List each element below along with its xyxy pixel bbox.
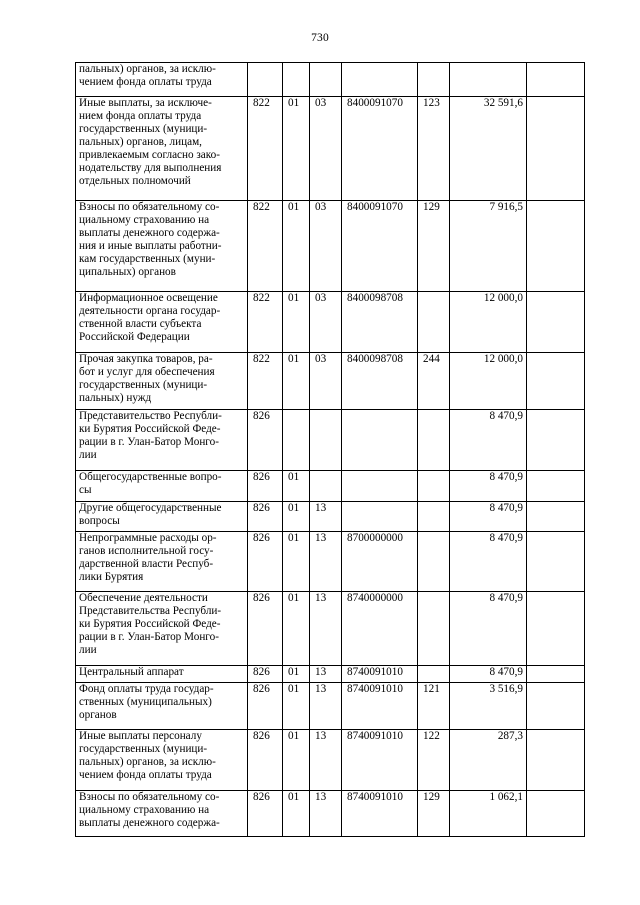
section-code-cell: 01 <box>283 201 310 292</box>
section-code-cell: 01 <box>283 592 310 666</box>
amount-cell: 12 000,0 <box>450 353 527 410</box>
expense-type-cell <box>418 63 450 97</box>
table-row <box>76 201 585 292</box>
target-item-cell <box>342 410 418 471</box>
target-item-cell: 8740091010 <box>342 791 418 837</box>
amount-cell: 8 470,9 <box>450 471 527 502</box>
amount-cell: 8 470,9 <box>450 592 527 666</box>
extra-cell <box>527 730 585 791</box>
table-row <box>76 292 585 353</box>
admin-code-cell: 826 <box>248 471 283 502</box>
extra-cell <box>527 410 585 471</box>
amount-cell: 8 470,9 <box>450 410 527 471</box>
row-name-cell: Прочая закупка товаров, ра- бот и услуг для обеспечения государственных (муници- пальных) нужд <box>76 353 248 410</box>
extra-cell <box>527 353 585 410</box>
target-item-cell: 8740091010 <box>342 683 418 730</box>
target-item-cell: 8700000000 <box>342 532 418 592</box>
target-item-cell: 8400098708 <box>342 292 418 353</box>
admin-code-cell: 826 <box>248 730 283 791</box>
admin-code-cell <box>248 63 283 97</box>
row-name-cell: Другие общегосударственные вопросы <box>76 502 248 532</box>
expense-type-cell <box>418 471 450 502</box>
row-name-cell: Общегосударственные вопро- сы <box>76 471 248 502</box>
amount-cell: 8 470,9 <box>450 666 527 683</box>
page-number: 730 <box>311 32 329 44</box>
row-name-cell: Обеспечение деятельности Представительства Республи- ки Бурятия Российской Феде- рации в г. Улан-Батор Монго- лии <box>76 592 248 666</box>
section-code-cell: 01 <box>283 532 310 592</box>
table-row <box>76 683 585 730</box>
table-row <box>76 730 585 791</box>
table-row <box>76 791 585 837</box>
section-code-cell: 01 <box>283 502 310 532</box>
target-item-cell: 8740091010 <box>342 666 418 683</box>
extra-cell <box>527 592 585 666</box>
row-name-cell: Взносы по обязательному со- циальному страхованию на выплаты денежного содержа- ния и иные выплаты работни- кам государственных (муни- ципальных) органов <box>76 201 248 292</box>
target-item-cell: 8740091010 <box>342 730 418 791</box>
expense-type-cell: 129 <box>418 201 450 292</box>
expense-type-cell <box>418 592 450 666</box>
section-code-cell: 01 <box>283 666 310 683</box>
admin-code-cell: 826 <box>248 683 283 730</box>
extra-cell <box>527 201 585 292</box>
subsection-code-cell: 13 <box>310 592 342 666</box>
expense-type-cell: 129 <box>418 791 450 837</box>
section-code-cell: 01 <box>283 683 310 730</box>
section-code-cell: 01 <box>283 730 310 791</box>
table-row <box>76 592 585 666</box>
expense-type-cell: 121 <box>418 683 450 730</box>
subsection-code-cell: 13 <box>310 666 342 683</box>
extra-cell <box>527 791 585 837</box>
expense-type-cell: 123 <box>418 97 450 201</box>
section-code-cell: 01 <box>283 292 310 353</box>
amount-cell: 1 062,1 <box>450 791 527 837</box>
section-code-cell: 01 <box>283 97 310 201</box>
table-row <box>76 63 585 97</box>
row-name-cell: Центральный аппарат <box>76 666 248 683</box>
expense-type-cell <box>418 410 450 471</box>
subsection-code-cell: 03 <box>310 97 342 201</box>
amount-cell: 3 516,9 <box>450 683 527 730</box>
amount-cell: 287,3 <box>450 730 527 791</box>
table-row <box>76 666 585 683</box>
target-item-cell: 8400091070 <box>342 201 418 292</box>
row-name-cell: Представительство Республи- ки Бурятия Российской Феде- рации в г. Улан-Батор Монго- лии <box>76 410 248 471</box>
amount-cell <box>450 63 527 97</box>
section-code-cell: 01 <box>283 791 310 837</box>
section-code-cell: 01 <box>283 353 310 410</box>
extra-cell <box>527 532 585 592</box>
amount-cell: 8 470,9 <box>450 502 527 532</box>
expense-type-cell: 244 <box>418 353 450 410</box>
admin-code-cell: 822 <box>248 97 283 201</box>
row-name-cell: Иные выплаты персоналу государственных (муници- пальных) органов, за исклю- чением фонда оплаты труда <box>76 730 248 791</box>
admin-code-cell: 826 <box>248 666 283 683</box>
table-row <box>76 97 585 201</box>
table-row <box>76 471 585 502</box>
admin-code-cell: 826 <box>248 502 283 532</box>
target-item-cell: 8740000000 <box>342 592 418 666</box>
target-item-cell <box>342 502 418 532</box>
expense-type-cell <box>418 502 450 532</box>
subsection-code-cell: 03 <box>310 292 342 353</box>
admin-code-cell: 822 <box>248 201 283 292</box>
row-name-cell: Взносы по обязательному со- циальному страхованию на выплаты денежного содержа- <box>76 791 248 837</box>
admin-code-cell: 826 <box>248 410 283 471</box>
subsection-code-cell: 13 <box>310 791 342 837</box>
extra-cell <box>527 471 585 502</box>
amount-cell: 32 591,6 <box>450 97 527 201</box>
subsection-code-cell: 03 <box>310 353 342 410</box>
row-name-cell: Фонд оплаты труда государ- ственных (муниципальных) органов <box>76 683 248 730</box>
subsection-code-cell: 13 <box>310 502 342 532</box>
subsection-code-cell: 13 <box>310 730 342 791</box>
expense-type-cell <box>418 292 450 353</box>
admin-code-cell: 826 <box>248 791 283 837</box>
table-row <box>76 353 585 410</box>
subsection-code-cell <box>310 471 342 502</box>
table-row <box>76 410 585 471</box>
admin-code-cell: 822 <box>248 353 283 410</box>
extra-cell <box>527 666 585 683</box>
row-name-cell: пальных) органов, за исклю- чением фонда оплаты труда <box>76 63 248 97</box>
section-code-cell <box>283 63 310 97</box>
table-row <box>76 502 585 532</box>
amount-cell: 8 470,9 <box>450 532 527 592</box>
extra-cell <box>527 63 585 97</box>
amount-cell: 12 000,0 <box>450 292 527 353</box>
subsection-code-cell: 13 <box>310 683 342 730</box>
admin-code-cell: 826 <box>248 532 283 592</box>
admin-code-cell: 826 <box>248 592 283 666</box>
amount-cell: 7 916,5 <box>450 201 527 292</box>
target-item-cell: 8400098708 <box>342 353 418 410</box>
extra-cell <box>527 97 585 201</box>
target-item-cell <box>342 471 418 502</box>
budget-table <box>75 62 585 837</box>
section-code-cell <box>283 410 310 471</box>
expense-type-cell: 122 <box>418 730 450 791</box>
table-row <box>76 532 585 592</box>
target-item-cell: 8400091070 <box>342 97 418 201</box>
subsection-code-cell: 13 <box>310 532 342 592</box>
admin-code-cell: 822 <box>248 292 283 353</box>
row-name-cell: Непрограммные расходы ор- ганов исполнительной госу- дарственной власти Респуб- лики Бурятия <box>76 532 248 592</box>
subsection-code-cell <box>310 410 342 471</box>
extra-cell <box>527 502 585 532</box>
section-code-cell: 01 <box>283 471 310 502</box>
extra-cell <box>527 292 585 353</box>
target-item-cell <box>342 63 418 97</box>
expense-type-cell <box>418 666 450 683</box>
expense-type-cell <box>418 532 450 592</box>
row-name-cell: Иные выплаты, за исключе- нием фонда оплаты труда государственных (муници- пальных) органов, лицам, привлекаемым согласно зако- нодательству для выполнения отдельных полномочий <box>76 97 248 201</box>
extra-cell <box>527 683 585 730</box>
subsection-code-cell <box>310 63 342 97</box>
row-name-cell: Информационное освещение деятельности органа государ- ственной власти субъекта Российской Федерации <box>76 292 248 353</box>
subsection-code-cell: 03 <box>310 201 342 292</box>
